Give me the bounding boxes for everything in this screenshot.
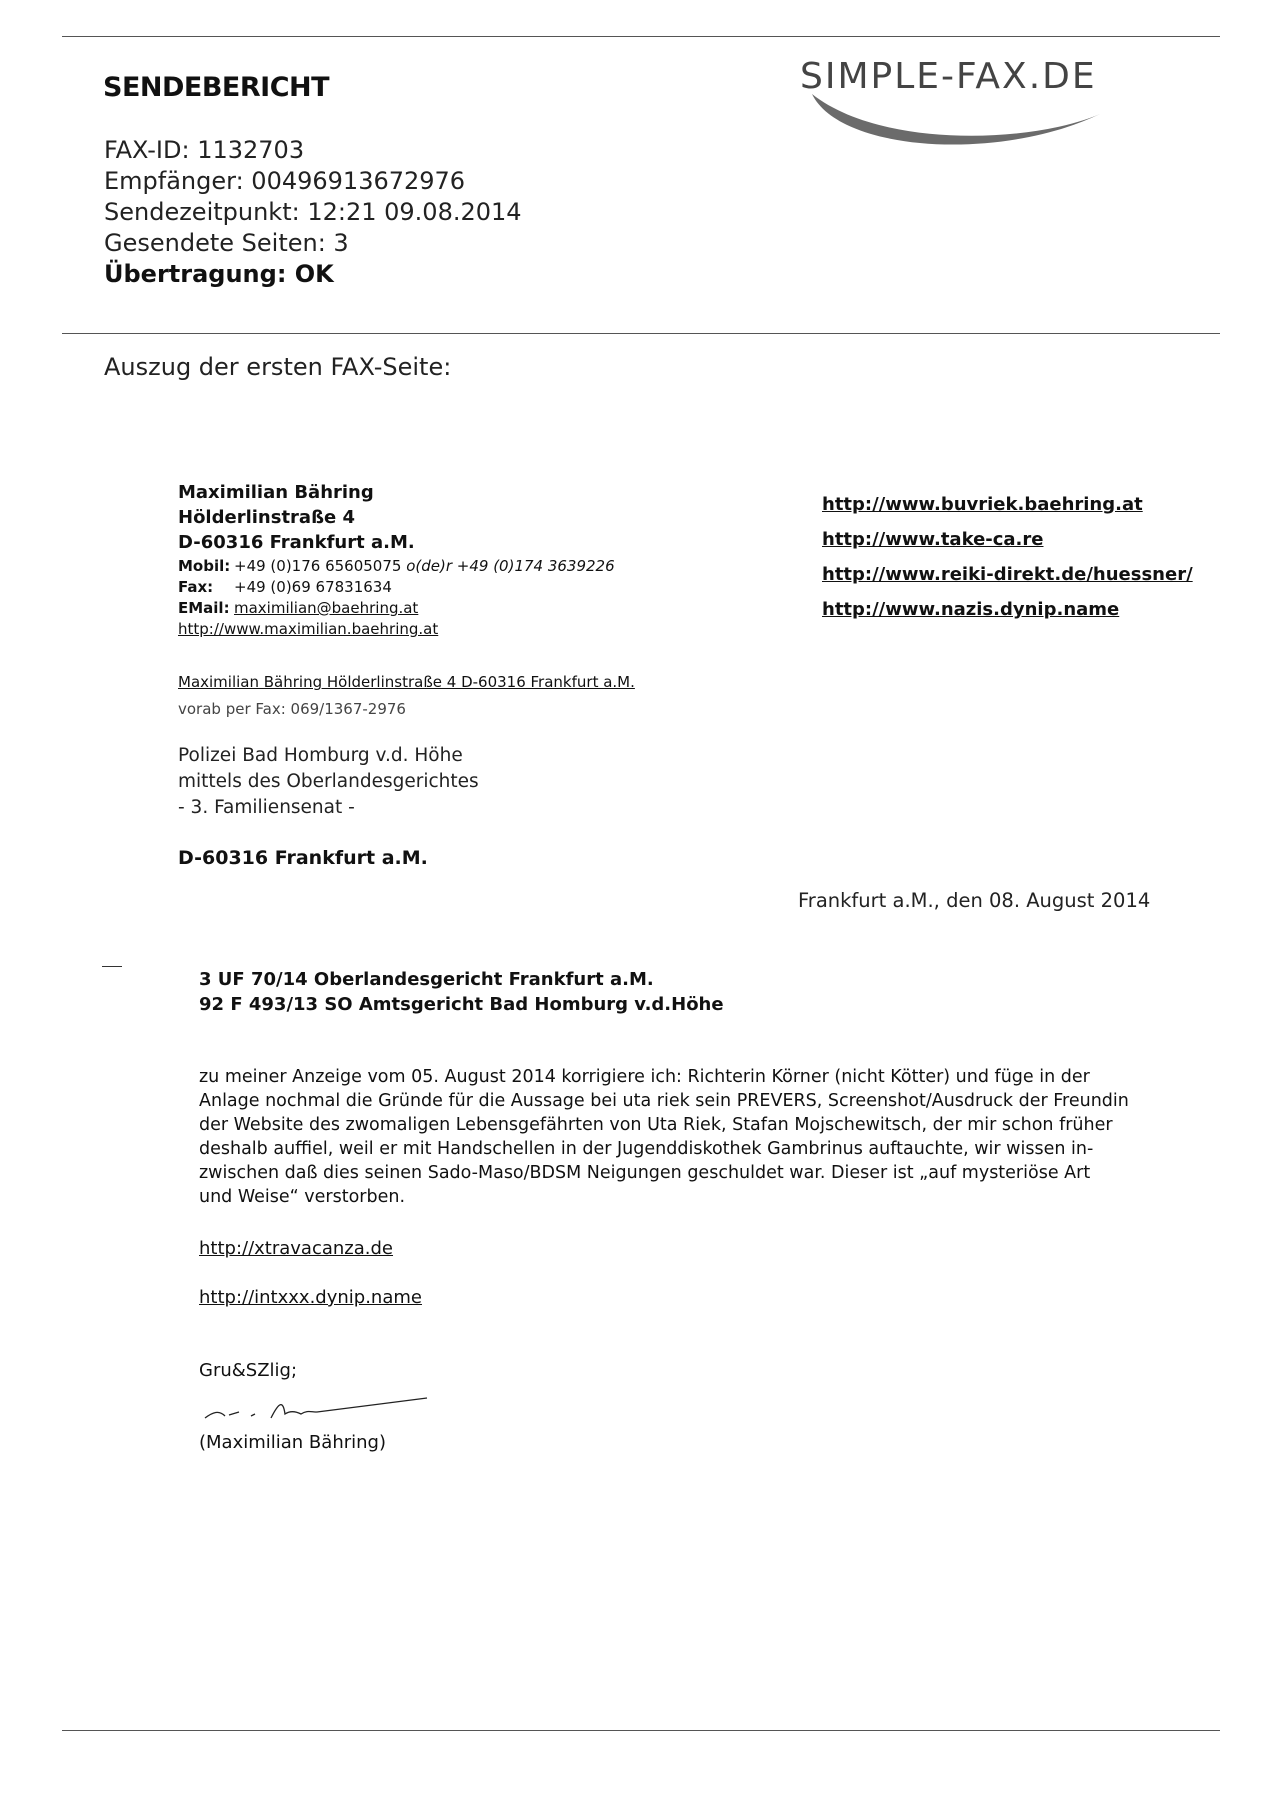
mobil-label: Mobil: bbox=[178, 557, 231, 575]
logo-text: SIMPLE-FAX.DE bbox=[800, 56, 1097, 97]
reference-line: 92 F 493/13 SO Amtsgericht Bad Homburg v.d.Höhe bbox=[199, 994, 724, 1015]
simple-fax-logo bbox=[800, 52, 1210, 152]
body-line: deshalb auffiel, weil er mit Handschellen in der Jugenddiskothek Gambrinus auftauchte, wir wissen in- bbox=[199, 1139, 1094, 1159]
body-line: und Weise“ verstorben. bbox=[199, 1187, 406, 1207]
pages-sent: Gesendete Seiten: 3 bbox=[104, 229, 349, 257]
letter-body bbox=[199, 1065, 1139, 1209]
closing-greeting: Gru&SZlig; bbox=[199, 1360, 298, 1381]
excerpt-label: Auszug der ersten FAX-Seite: bbox=[104, 353, 452, 381]
link-buvriek[interactable]: http://www.buvriek.baehring.at bbox=[822, 494, 1143, 515]
sender-address bbox=[178, 480, 415, 555]
link-take-ca[interactable]: http://www.take-ca.re bbox=[822, 529, 1044, 550]
recipient-number: Empfänger: 00496913672976 bbox=[104, 167, 466, 195]
body-line: Anlage nochmal die Gründe für die Aussage bei uta riek sein PREVERS, Screenshot/Ausdruck der Freundin bbox=[199, 1091, 1129, 1111]
intxxx-link[interactable]: http://intxxx.dynip.name bbox=[199, 1287, 422, 1308]
body-line: zwischen daß dies seinen Sado-Maso/BDSM Neigungen geschuldet war. Dieser ist „auf mysteriöse Art bbox=[199, 1163, 1091, 1183]
link-reiki-direkt[interactable]: http://www.reiki-direkt.de/huessner/ bbox=[822, 564, 1193, 585]
signer-name: (Maximilian Bähring) bbox=[199, 1432, 386, 1453]
sender-name: Maximilian Bähring bbox=[178, 482, 374, 503]
recipient-city: D-60316 Frankfurt a.M. bbox=[178, 847, 428, 869]
sender-website-link[interactable]: http://www.maximilian.baehring.at bbox=[178, 620, 439, 638]
bottom-divider bbox=[62, 1730, 1220, 1731]
mobil-alt: o(de)r +49 (0)174 3639226 bbox=[406, 557, 615, 575]
body-line: der Website des zwomaligen Lebensgefährten von Uta Riek, Stafan Mojschewitsch, der mir schon früher bbox=[199, 1115, 1113, 1135]
transmission-status: Übertragung: OK bbox=[104, 260, 334, 288]
fold-mark bbox=[102, 966, 122, 967]
mobil-value: +49 (0)176 65605075 bbox=[234, 557, 402, 575]
recipient-line: - 3. Familiensenat - bbox=[178, 797, 355, 818]
fax-label: Fax: bbox=[178, 578, 214, 596]
sender-city: D-60316 Frankfurt a.M. bbox=[178, 532, 415, 553]
fax-value: +49 (0)69 67831634 bbox=[234, 578, 392, 596]
case-references bbox=[199, 967, 724, 1017]
recipient-address bbox=[178, 743, 479, 821]
signature-icon bbox=[199, 1388, 429, 1428]
prefax-note: vorab per Fax: 069/1367-2976 bbox=[178, 700, 406, 718]
fax-id: FAX-ID: 1132703 bbox=[104, 136, 305, 164]
xtravacanza-link[interactable]: http://xtravacanza.de bbox=[199, 1238, 394, 1259]
send-time: Sendezeitpunkt: 12:21 09.08.2014 bbox=[104, 198, 522, 226]
logo-swoosh-icon bbox=[800, 52, 1210, 152]
letter-date: Frankfurt a.M., den 08. August 2014 bbox=[798, 889, 1151, 912]
link-nazis-dynip[interactable]: http://www.nazis.dynip.name bbox=[822, 599, 1120, 620]
sender-street: Hölderlinstraße 4 bbox=[178, 507, 356, 528]
recipient-line: mittels des Oberlandesgerichtes bbox=[178, 771, 479, 792]
body-line: zu meiner Anzeige vom 05. August 2014 korrigiere ich: Richterin Körner (nicht Kötter) und füge in der bbox=[199, 1067, 1090, 1087]
header-divider bbox=[62, 333, 1220, 334]
top-divider bbox=[62, 36, 1220, 37]
return-address: Maximilian Bähring Hölderlinstraße 4 D-60316 Frankfurt a.M. bbox=[178, 673, 635, 691]
report-title: SENDEBERICHT bbox=[103, 72, 330, 103]
reference-line: 3 UF 70/14 Oberlandesgericht Frankfurt a.M. bbox=[199, 969, 654, 990]
sender-links bbox=[822, 487, 1193, 627]
email-label: EMail: bbox=[178, 599, 230, 617]
recipient-line: Polizei Bad Homburg v.d. Höhe bbox=[178, 745, 463, 766]
email-link[interactable]: maximilian@baehring.at bbox=[234, 599, 419, 617]
sender-contact bbox=[178, 556, 615, 640]
report-meta bbox=[104, 135, 522, 290]
